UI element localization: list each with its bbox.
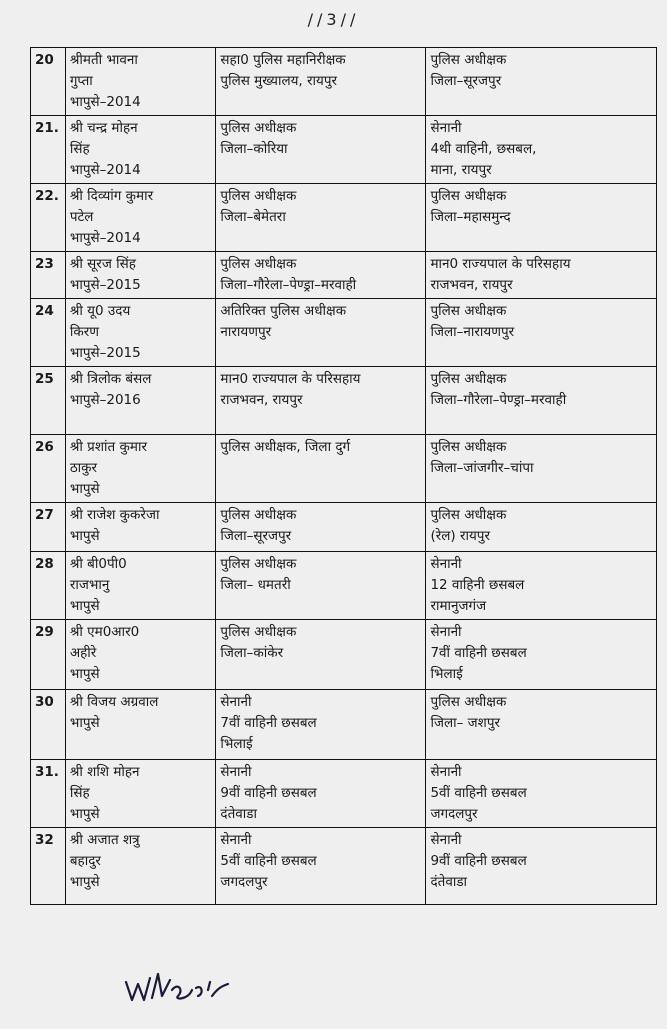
current-posting-line: अतिरिक्त पुलिस अधीक्षक	[220, 303, 347, 319]
current-posting-line: पुलिस अधीक्षक	[220, 556, 297, 572]
current-posting-line: सेनानी	[220, 694, 252, 710]
current-posting-cell	[216, 252, 426, 299]
new-posting-line: पुलिस अधीक्षक	[430, 507, 507, 523]
current-posting-cell	[216, 116, 426, 184]
new-posting-line: पुलिस अधीक्षक	[430, 188, 507, 204]
officer-name-line: श्री राजेश कुकरेजा	[69, 507, 160, 523]
new-posting-cell	[426, 828, 657, 905]
new-posting-cell	[426, 252, 657, 299]
officer-name-cell	[65, 184, 216, 252]
current-posting-line: भिलाई	[220, 736, 253, 752]
table-row	[31, 828, 657, 905]
officer-name-line: सिंह	[69, 785, 90, 801]
current-posting-line: 5वीं वाहिनी छसबल	[220, 853, 317, 869]
officer-name-cell	[65, 367, 216, 435]
new-posting-line: जिला–महासमुन्द	[430, 209, 511, 225]
serial-number: 28	[31, 552, 66, 620]
new-posting-line: माना, रायपुर	[430, 162, 492, 178]
current-posting-cell	[216, 184, 426, 252]
table-row	[31, 252, 657, 299]
current-posting-line: पुलिस अधीक्षक	[220, 507, 297, 523]
officer-name-cell	[65, 299, 216, 367]
current-posting-line: पुलिस अधीक्षक	[220, 120, 297, 136]
officer-name-line: श्रीमती भावना	[69, 52, 138, 68]
table-row	[31, 552, 657, 620]
serial-number: 23	[31, 252, 66, 299]
table-body	[31, 48, 657, 905]
current-posting-line: पुलिस अधीक्षक, जिला दुर्ग	[220, 439, 351, 455]
current-posting-cell	[216, 48, 426, 116]
new-posting-line: (रेल) रायपुर	[430, 528, 490, 544]
table-row	[31, 48, 657, 116]
officer-name-line: श्री चन्द्र मोहन	[69, 120, 138, 136]
officer-name-line: भापुसे–2014	[69, 94, 141, 110]
officer-name-line: गुप्ता	[69, 73, 93, 89]
officer-name-line: राजभानु	[69, 577, 110, 593]
officer-name-line: श्री यू0 उदय	[69, 303, 131, 319]
serial-number: 27	[31, 503, 66, 552]
new-posting-line: पुलिस अधीक्षक	[430, 371, 507, 387]
officer-name-line: अहीरे	[69, 645, 97, 661]
new-posting-cell	[426, 116, 657, 184]
new-posting-cell	[426, 435, 657, 503]
new-posting-cell	[426, 367, 657, 435]
officer-name-line: श्री दिव्यांग कुमार	[69, 188, 154, 204]
serial-number: 32	[31, 828, 66, 905]
current-posting-cell	[216, 367, 426, 435]
current-posting-line: पुलिस अधीक्षक	[220, 188, 297, 204]
officer-name-line: श्री बी0पी0	[69, 556, 127, 572]
officer-name-cell	[65, 48, 216, 116]
new-posting-cell	[426, 690, 657, 760]
current-posting-line: सेनानी	[220, 764, 252, 780]
table-row	[31, 116, 657, 184]
new-posting-line: राजभवन, रायपुर	[430, 277, 513, 293]
new-posting-line: मान0 राज्यपाल के परिसहाय	[430, 256, 571, 272]
new-posting-cell	[426, 620, 657, 690]
serial-number: 26	[31, 435, 66, 503]
current-posting-line: पुलिस अधीक्षक	[220, 256, 297, 272]
table-row	[31, 690, 657, 760]
serial-number: 22.	[31, 184, 66, 252]
officer-name-cell	[65, 252, 216, 299]
officer-name-line: भापुसे–2015	[69, 345, 141, 361]
table-row	[31, 760, 657, 828]
officer-name-cell	[65, 503, 216, 552]
officer-name-line: श्री सूरज सिंह	[69, 256, 136, 272]
serial-number: 31.	[31, 760, 66, 828]
officer-name-line: श्री प्रशांत कुमार	[69, 439, 147, 455]
new-posting-line: जिला–नारायणपुर	[430, 324, 515, 340]
officer-name-line: भापुसे–2014	[69, 230, 141, 246]
serial-number: 20	[31, 48, 66, 116]
current-posting-line: सेनानी	[220, 832, 252, 848]
new-posting-line: 12 वाहिनी छसबल	[430, 577, 525, 593]
table-row	[31, 435, 657, 503]
current-posting-line: जगदलपुर	[220, 874, 268, 890]
new-posting-line: 7वीं वाहिनी छसबल	[430, 645, 527, 661]
current-posting-cell	[216, 299, 426, 367]
new-posting-line: जिला–गौरेला–पेण्ड्रा–मरवाही	[430, 392, 567, 408]
new-posting-line: सेनानी	[430, 764, 462, 780]
current-posting-line: नारायणपुर	[220, 324, 272, 340]
officer-name-line: भापुसे	[69, 806, 100, 822]
current-posting-cell	[216, 552, 426, 620]
table-row	[31, 299, 657, 367]
table-row	[31, 503, 657, 552]
new-posting-cell	[426, 48, 657, 116]
page-number-marker: //3//	[307, 10, 360, 29]
new-posting-line: जगदलपुर	[430, 806, 478, 822]
new-posting-line: पुलिस अधीक्षक	[430, 694, 507, 710]
serial-number: 29	[31, 620, 66, 690]
new-posting-line: जिला–जांजगीर–चांपा	[430, 460, 534, 476]
table-row	[31, 620, 657, 690]
serial-number: 24	[31, 299, 66, 367]
officer-name-cell	[65, 435, 216, 503]
officer-name-cell	[65, 828, 216, 905]
new-posting-line: सेनानी	[430, 832, 462, 848]
current-posting-line: जिला–कोरिया	[220, 141, 288, 157]
current-posting-line: जिला–गौरेला–पेण्ड्रा–मरवाही	[220, 277, 357, 293]
current-posting-line: दंतेवाडा	[220, 806, 258, 822]
officer-name-line: भापुसे–2014	[69, 162, 141, 178]
current-posting-line: 7वीं वाहिनी छसबल	[220, 715, 317, 731]
serial-number: 30	[31, 690, 66, 760]
serial-number: 25	[31, 367, 66, 435]
new-posting-line: पुलिस अधीक्षक	[430, 439, 507, 455]
officer-name-cell	[65, 620, 216, 690]
new-posting-line: दंतेवाडा	[430, 874, 468, 890]
current-posting-cell	[216, 690, 426, 760]
new-posting-line: 4थी वाहिनी, छसबल,	[430, 141, 537, 157]
officer-name-line: भापुसे–2015	[69, 277, 141, 293]
current-posting-line: मान0 राज्यपाल के परिसहाय	[220, 371, 361, 387]
serial-number: 21.	[31, 116, 66, 184]
current-posting-line: पुलिस अधीक्षक	[220, 624, 297, 640]
new-posting-line: पुलिस अधीक्षक	[430, 303, 507, 319]
officer-name-line: श्री त्रिलोक बंसल	[69, 371, 152, 387]
current-posting-cell	[216, 828, 426, 905]
new-posting-line: पुलिस अधीक्षक	[430, 52, 507, 68]
new-posting-cell	[426, 299, 657, 367]
current-posting-cell	[216, 620, 426, 690]
officer-name-line: श्री अजात शत्रु	[69, 832, 140, 848]
new-posting-cell	[426, 184, 657, 252]
current-posting-line: जिला–कांकेर	[220, 645, 284, 661]
officer-name-cell	[65, 760, 216, 828]
officer-name-line: बहादुर	[69, 853, 101, 869]
current-posting-cell	[216, 435, 426, 503]
current-posting-line: 9वीं वाहिनी छसबल	[220, 785, 317, 801]
officer-name-line: श्री विजय अग्रवाल	[69, 694, 159, 710]
officer-name-line: किरण	[69, 324, 99, 340]
current-posting-line: जिला– धमतरी	[220, 577, 291, 593]
current-posting-line: पुलिस मुख्यालय, रायपुर	[220, 73, 338, 89]
new-posting-cell	[426, 760, 657, 828]
officer-name-line: भापुसे	[69, 715, 100, 731]
table-row	[31, 184, 657, 252]
officer-name-line: सिंह	[69, 141, 90, 157]
officer-name-line: श्री शशि मोहन	[69, 764, 140, 780]
new-posting-line: सेनानी	[430, 624, 462, 640]
new-posting-line: 9वीं वाहिनी छसबल	[430, 853, 527, 869]
current-posting-cell	[216, 760, 426, 828]
officer-name-line: भापुसे	[69, 528, 100, 544]
transfer-order-table	[30, 47, 657, 905]
new-posting-cell	[426, 503, 657, 552]
officer-name-line: भापुसे	[69, 874, 100, 890]
current-posting-line: सहा0 पुलिस महानिरीक्षक	[220, 52, 346, 68]
table-row	[31, 367, 657, 435]
officer-name-line: श्री एम0आर0	[69, 624, 140, 640]
new-posting-line: सेनानी	[430, 556, 462, 572]
officer-name-cell	[65, 552, 216, 620]
officer-name-line: भापुसे	[69, 666, 100, 682]
new-posting-line: भिलाई	[430, 666, 463, 682]
current-posting-line: राजभवन, रायपुर	[220, 392, 303, 408]
new-posting-line: रामानुजगंज	[430, 598, 487, 614]
new-posting-line: 5वीं वाहिनी छसबल	[430, 785, 527, 801]
officer-name-line: ठाकुर	[69, 460, 98, 476]
new-posting-cell	[426, 552, 657, 620]
current-posting-cell	[216, 503, 426, 552]
new-posting-line: जिला– जशपुर	[430, 715, 501, 731]
current-posting-line: जिला–सूरजपुर	[220, 528, 292, 544]
handwritten-signature	[118, 960, 248, 1010]
new-posting-line: जिला–सूरजपुर	[430, 73, 502, 89]
officer-name-line: भापुसे–2016	[69, 392, 141, 408]
new-posting-line: सेनानी	[430, 120, 462, 136]
current-posting-line: जिला–बेमेतरा	[220, 209, 286, 225]
officer-name-line: भापुसे	[69, 598, 100, 614]
officer-name-line: भापुसे	[69, 481, 100, 497]
officer-name-cell	[65, 690, 216, 760]
officer-name-cell	[65, 116, 216, 184]
officer-name-line: पटेल	[69, 209, 94, 225]
